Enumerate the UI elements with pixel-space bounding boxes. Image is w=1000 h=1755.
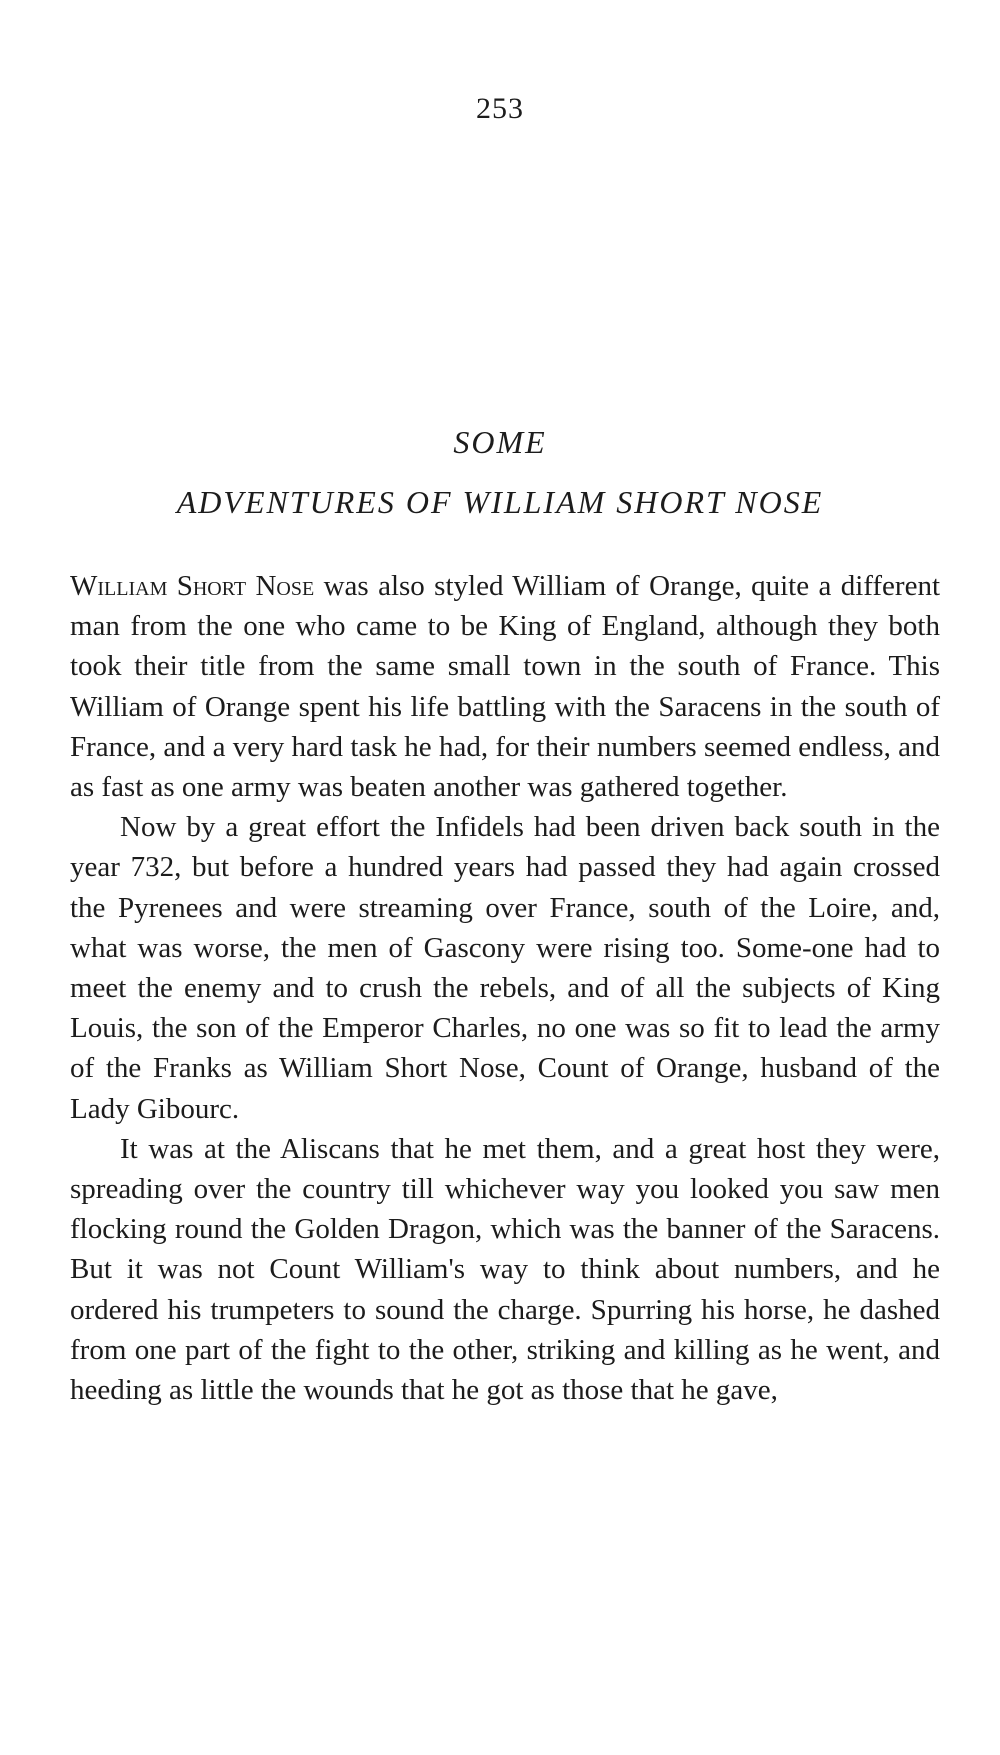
chapter-title-line-2: ADVENTURES OF WILLIAM SHORT NOSE: [176, 484, 824, 520]
paragraph-2: Now by a great effort the Infidels had been driven back south in the year 732, but before a hundred years had passed they had again crossed the Pyrenees and were streaming over France, south of the Loire, and, what was worse, the men of Gascony were rising too. Some-one had to meet the enemy and to crush the rebels, and of all the subjects of King Louis, the son of the Emperor Charles, no one was so fit to lead the army of the Franks as William Short Nose, Count of Orange, husband of the Lady Gibourc.: [70, 811, 940, 1125]
page-number: 253: [476, 92, 524, 125]
lead-smallcaps: William Short Nose: [70, 570, 315, 602]
paragraph-1: [70, 566, 940, 807]
paragraph-1-text: was also styled William of Orange, quite a different man from the one who came to be King of England, although they both took their title from the same small town in the south of France. This William of Orange spent his life battling with the Saracens in the south of France, and a very hard task he had, for their numbers seemed endless, and as fast as one army was beaten another was gathered together.: [70, 570, 941, 804]
chapter-body: [70, 566, 940, 1410]
chapter-title-line-1: SOME: [453, 424, 547, 460]
paragraph-3: It was at the Aliscans that he met them, and a great host they were, spreading over the country till whichever way you looked you saw men flocking round the Golden Dragon, which was the banner of the Saracens. But it was not Count William's way to think about numbers, and he ordered his trumpeters to sound the charge. Spurring his horse, he dashed from one part of the fight to the other, striking and killing as he went, and heeding as little the wounds that he got as those that he gave,: [70, 1132, 940, 1407]
chapter-title: [0, 412, 1000, 532]
